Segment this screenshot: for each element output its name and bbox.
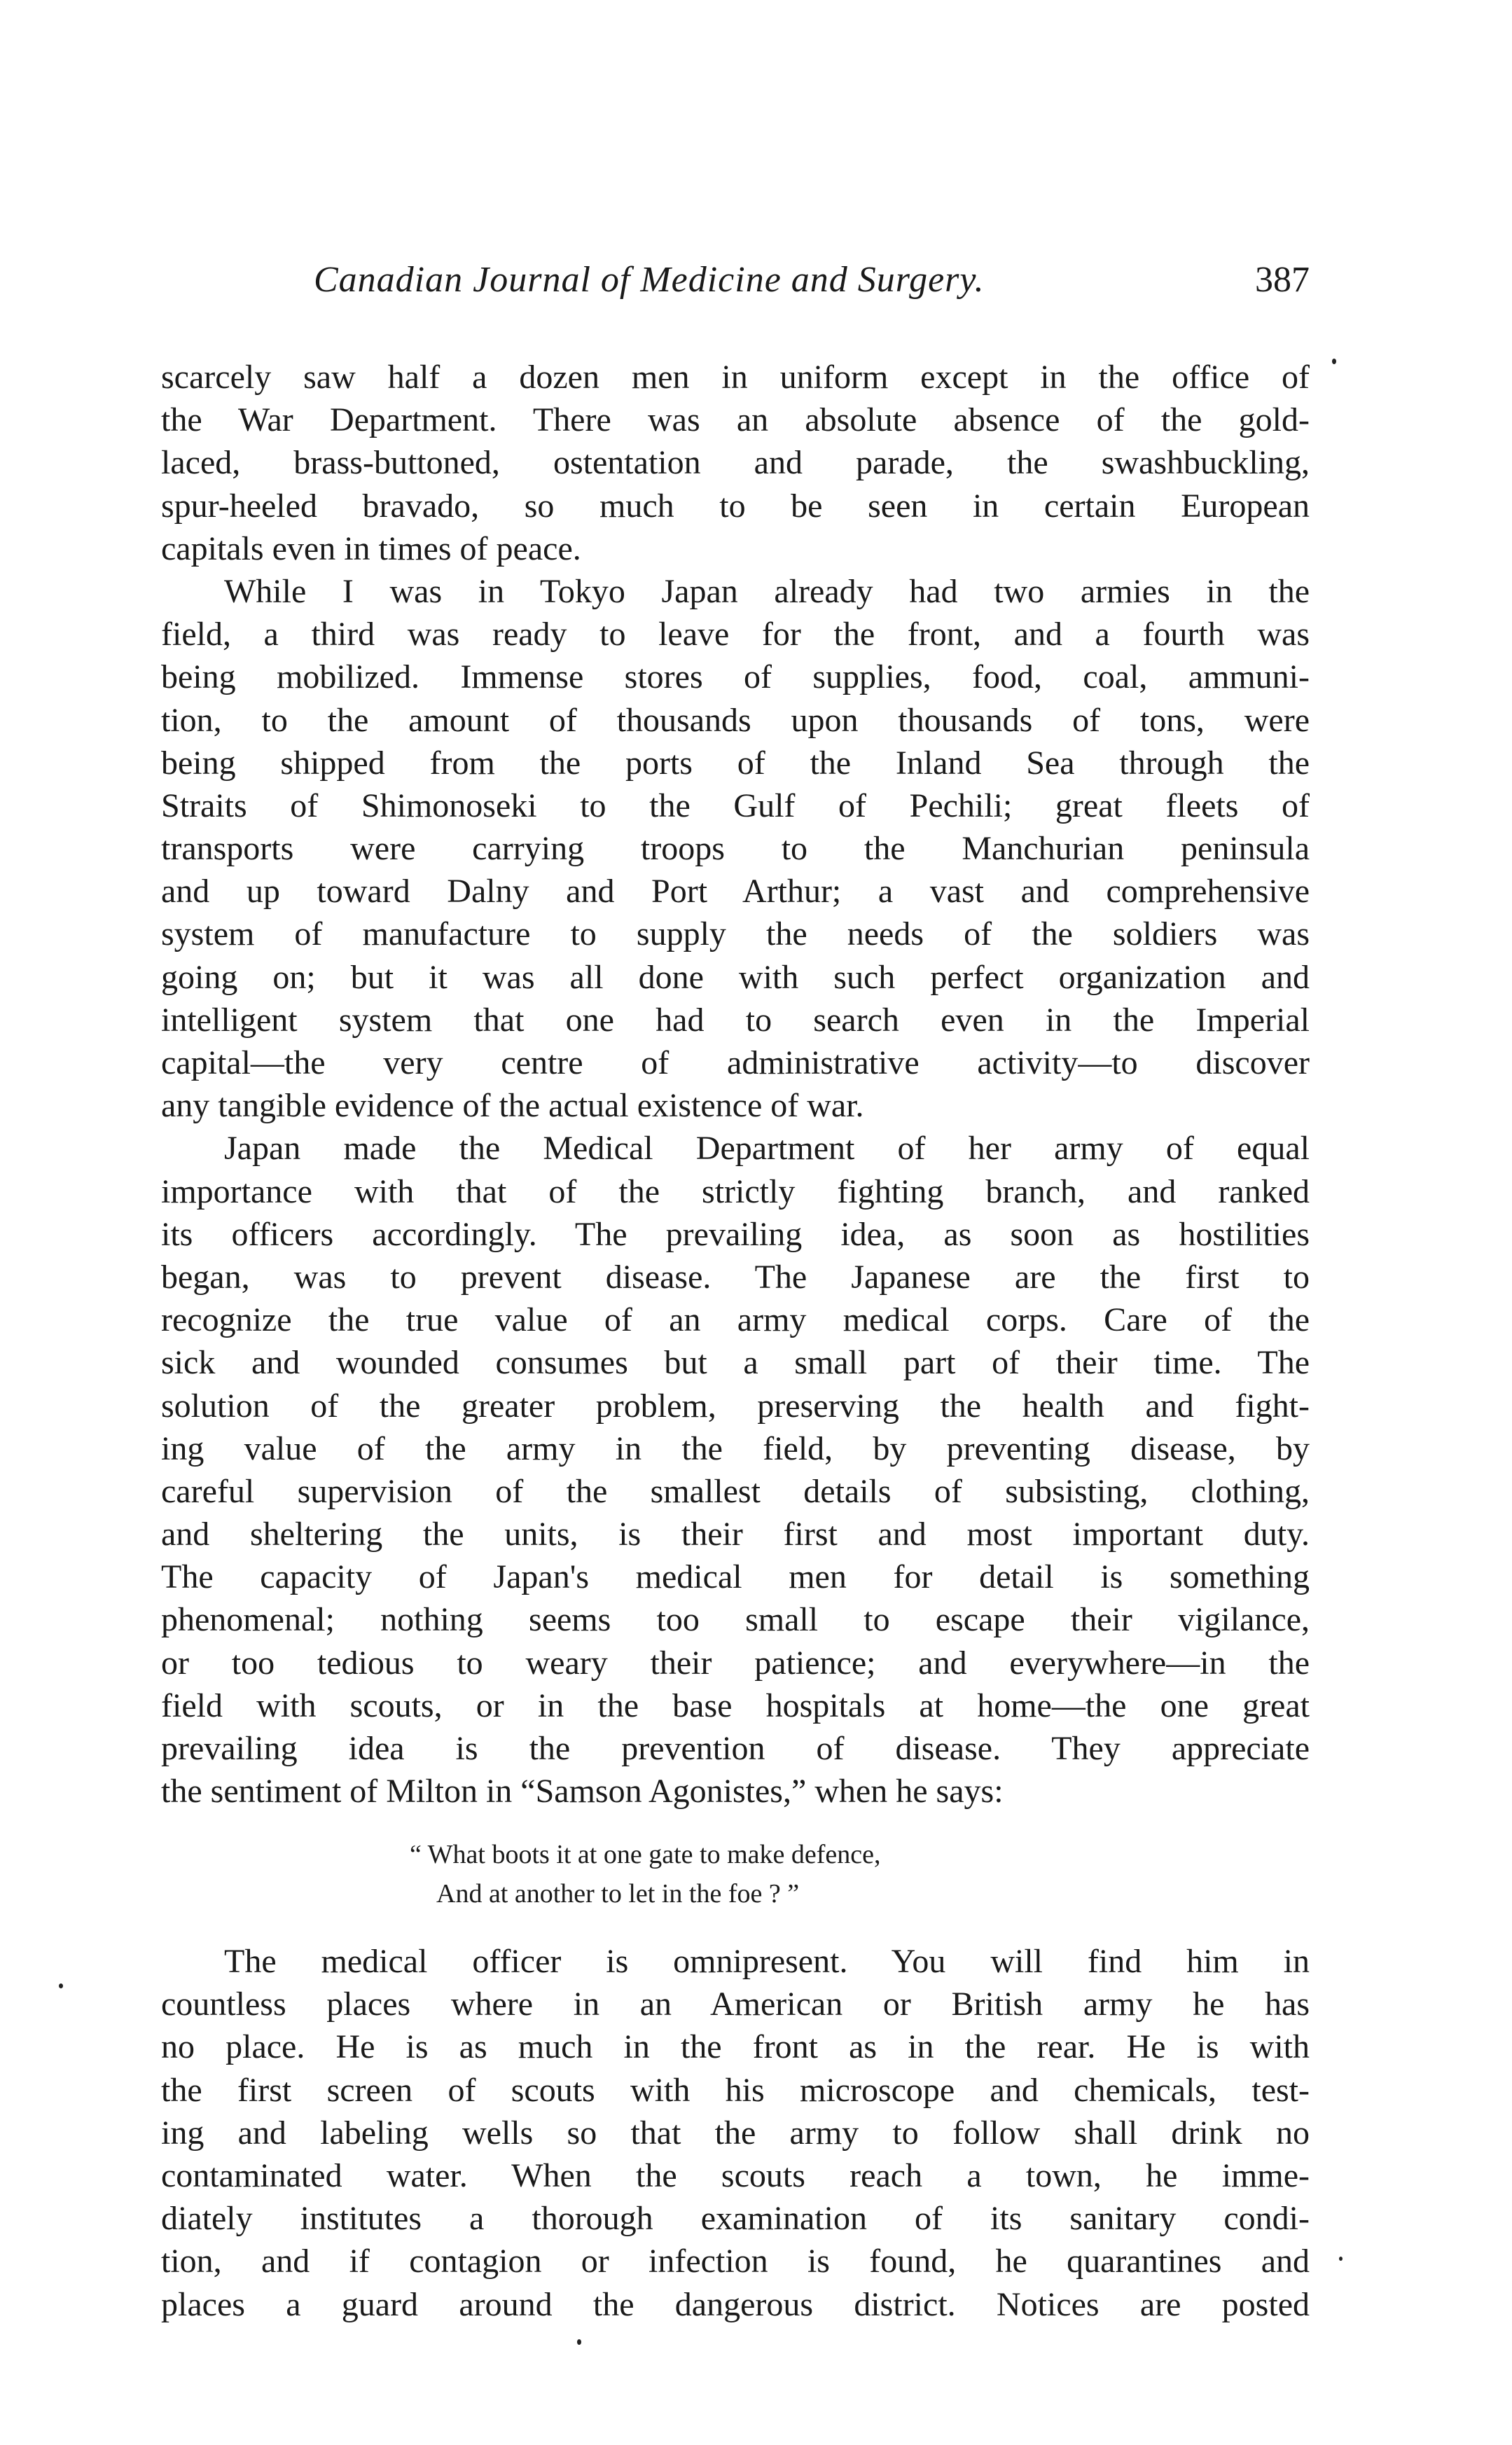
text-line: and sheltering the units, is their first and most important duty. — [161, 1516, 1310, 1553]
text-line: The capacity of Japan's medical men for detail is something — [161, 1558, 1310, 1596]
text-line: solution of the greater problem, preserving the health and fight- — [161, 1387, 1310, 1425]
text-line: contaminated water. When the scouts reach a town, he imme- — [161, 2156, 1310, 2194]
text-line: Japan made the Medical Department of her army of equal — [224, 1130, 1310, 1168]
text-line: tion, to the amount of thousands upon thousands of tons, were — [161, 701, 1310, 739]
text-line: field, a third was ready to leave for the front, and a fourth was — [161, 616, 1310, 653]
body-text-lower — [161, 1940, 1310, 2326]
text-line: capital—the very centre of administrative activity—to discover — [161, 1044, 1310, 1081]
text-line: intelligent system that one had to search even in the Imperial — [161, 1001, 1310, 1039]
text-line: and up toward Dalny and Port Arthur; a vast and comprehensive — [161, 873, 1310, 910]
text-line: ing and labeling wells so that the army to follow shall drink no — [161, 2114, 1310, 2152]
quote-line: And at another to let in the foe ? ” — [436, 1879, 800, 1909]
text-line: its officers accordingly. The prevailing idea, as soon as hostilities — [161, 1215, 1310, 1253]
text-line: being mobilized. Immense stores of supplies, food, coal, ammuni- — [161, 658, 1310, 696]
text-line: the first screen of scouts with his microscope and chemicals, test- — [161, 2071, 1310, 2109]
text-line: field with scouts, or in the base hospitals at home—the one great — [161, 1686, 1310, 1724]
text-line: the sentiment of Milton in “Samson Agonistes,” when he says: — [161, 1773, 1004, 1810]
quote-line: “ What boots it at one gate to make defence, — [410, 1840, 881, 1869]
text-line: capitals even in times of peace. — [161, 529, 581, 567]
text-line: no place. He is as much in the front as in the rear. He is with — [161, 2028, 1310, 2066]
text-line: ing value of the army in the field, by preventing disease, by — [161, 1429, 1310, 1467]
text-line: countless places where in an American or British army he has — [161, 1986, 1310, 2023]
text-line: began, was to prevent disease. The Japanese are the first to — [161, 1258, 1310, 1296]
ink-speck — [1332, 359, 1336, 364]
text-line: The medical officer is omnipresent. You will find him in — [224, 1943, 1310, 1980]
text-line: places a guard around the dangerous district. Notices are posted — [161, 2285, 1310, 2323]
body-text-upper — [161, 356, 1310, 1813]
text-line: spur-heeled bravado, so much to be seen in certain European — [161, 487, 1310, 525]
page-number: 387 — [1255, 260, 1310, 300]
text-line: diately institutes a thorough examination of its sanitary condi- — [161, 2200, 1310, 2238]
journal-title: Canadian Journal of Medicine and Surgery. — [314, 260, 985, 300]
text-line: system of manufacture to supply the needs of the soldiers was — [161, 915, 1310, 953]
text-line: or too tedious to weary their patience; and everywhere—in the — [161, 1644, 1310, 1682]
text-line: careful supervision of the smallest details of subsisting, clothing, — [161, 1472, 1310, 1510]
text-line: any tangible evidence of the actual existence of war. — [161, 1087, 864, 1125]
text-line: being shipped from the ports of the Inland Sea through the — [161, 744, 1310, 782]
text-line: tion, and if contagion or infection is found, he quarantines and — [161, 2243, 1310, 2280]
text-line: prevailing idea is the prevention of disease. They appreciate — [161, 1730, 1310, 1767]
verse-quotation — [410, 1835, 1110, 1913]
ink-speck — [1339, 2257, 1343, 2261]
ink-speck — [59, 1983, 63, 1988]
running-header — [161, 259, 1310, 315]
ink-speck — [577, 2339, 581, 2345]
text-line: laced, brass-buttoned, ostentation and parade, the swashbuckling, — [161, 444, 1310, 482]
text-line: scarcely saw half a dozen men in uniform except in the office of — [161, 359, 1310, 396]
text-line: While I was in Tokyo Japan already had two armies in the — [224, 572, 1310, 610]
text-line: sick and wounded consumes but a small part of their time. The — [161, 1344, 1310, 1382]
text-line: the War Department. There was an absolute absence of the gold- — [161, 401, 1310, 439]
text-line: importance with that of the strictly fighting branch, and ranked — [161, 1172, 1310, 1210]
text-line: going on; but it was all done with such perfect organization and — [161, 958, 1310, 996]
text-line: recognize the true value of an army medical corps. Care of the — [161, 1301, 1310, 1339]
text-line: phenomenal; nothing seems too small to escape their vigilance, — [161, 1601, 1310, 1639]
text-line: Straits of Shimonoseki to the Gulf of Pechili; great fleets of — [161, 787, 1310, 824]
text-line: transports were carrying troops to the Manchurian peninsula — [161, 830, 1310, 868]
